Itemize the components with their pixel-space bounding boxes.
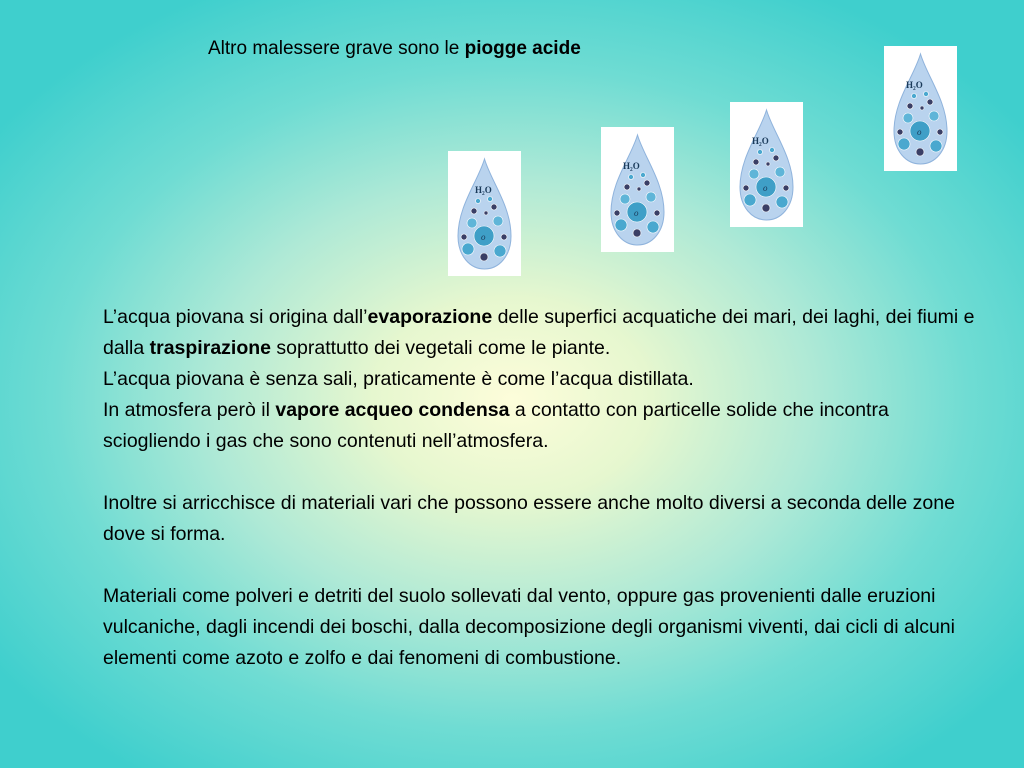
water-drop-1 — [448, 151, 521, 276]
svg-text:o: o — [763, 183, 768, 193]
water-drop-4 — [884, 46, 957, 171]
water-drop-3 — [730, 102, 803, 227]
water-molecule-drop-icon — [730, 102, 803, 227]
svg-text:o: o — [481, 232, 486, 242]
slide-body-text — [103, 302, 983, 674]
svg-text:H₂O: H₂O — [623, 161, 640, 171]
paragraph-spacer — [103, 457, 983, 488]
paragraph-origin: L’acqua piovana si origina dall’evaporazione delle superfici acquatiche dei mari, dei laghi, dei fiumi e dalla traspirazione soprattutto dei vegetali come le piante. — [103, 306, 975, 359]
paragraph-spacer — [103, 550, 983, 581]
water-molecule-drop-icon — [884, 46, 957, 171]
slide-title: Altro malessere grave sono le piogge acide — [208, 38, 581, 59]
water-molecule-drop-icon — [601, 127, 674, 252]
svg-text:o: o — [917, 127, 922, 137]
svg-text:o: o — [634, 208, 639, 218]
paragraph-distilled: L’acqua piovana è senza sali, praticamente è come l’acqua distillata. — [103, 368, 694, 390]
water-molecule-drop-icon — [448, 151, 521, 276]
paragraph-condensation: In atmosfera però il vapore acqueo condensa a contatto con particelle solide che incontra sciogliendo i gas che sono contenuti nell’atmosfera. — [103, 399, 889, 452]
svg-text:H₂O: H₂O — [906, 80, 923, 90]
svg-text:H₂O: H₂O — [475, 185, 492, 195]
svg-text:H₂O: H₂O — [752, 136, 769, 146]
paragraph-enrichment: Inoltre si arricchisce di materiali vari che possono essere anche molto diversi a seconda delle zone dove si forma. — [103, 492, 955, 545]
paragraph-materials: Materiali come polveri e detriti del suolo sollevati dal vento, oppure gas provenienti dalle eruzioni vulcaniche, dagli incendi dei boschi, dalla decomposizione degli organismi viventi, dai cicli di alcuni elementi come azoto e zolfo e dai fenomeni di combustione. — [103, 585, 955, 669]
water-drop-2 — [601, 127, 674, 252]
